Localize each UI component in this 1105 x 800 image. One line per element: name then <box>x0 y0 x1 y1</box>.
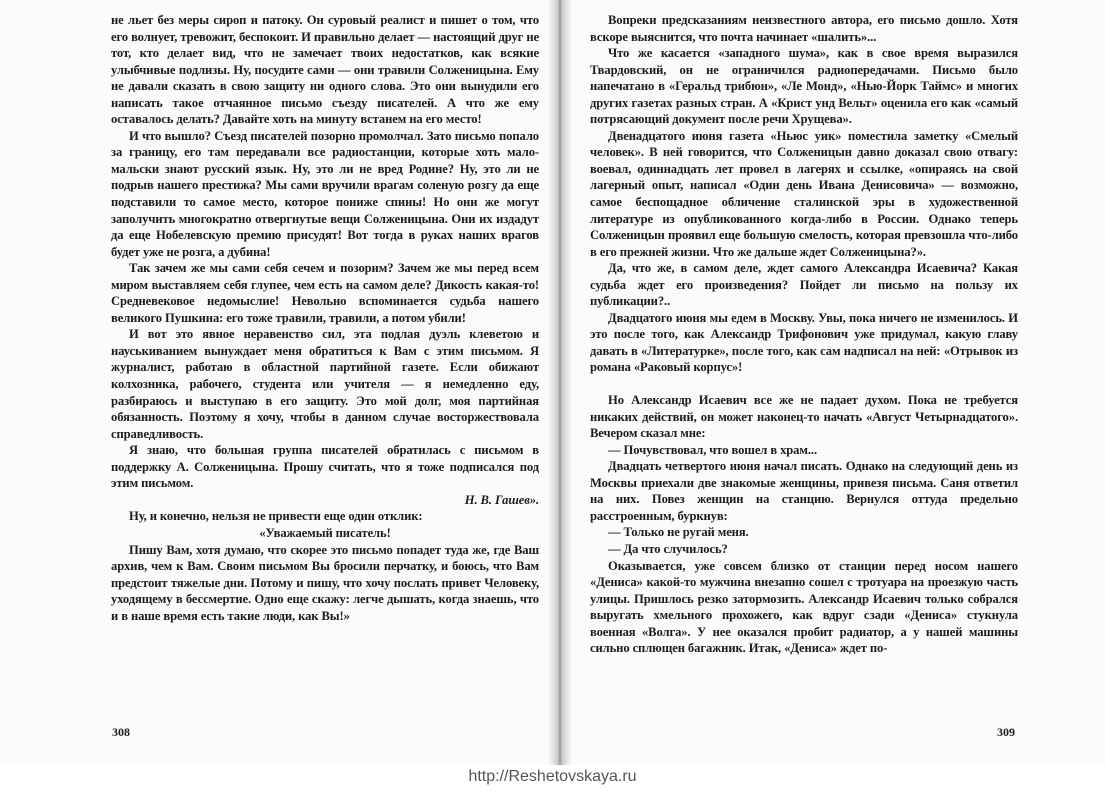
left-paragraph-6: Ну, и конечно, нельзя не привести еще один отклик: <box>129 509 423 524</box>
left-paragraph-2: И что вышло? Съезд писателей позорно промолчал. Зато письмо попало за границу, его там передавали все радиостанции, которые хоть мало-мальски знают русский язык. Ну, это ли не вред Родине? Ну, это ли не подрыв нашего престижа? Мы сами вручили врагам соленую розгу да еще подставили то самое место, которое пониже спины! Но они же могут заполучить многократно отвергнутые вещи Солженицына. Они их издадут да еще Нобелевскую премию присудят! Вот тогда в руках наших врагов будет уже не розга, а дубина! <box>111 128 539 259</box>
right-paragraph-9: — Только не ругай меня. <box>608 525 749 540</box>
left-paragraph-3: Так зачем же мы сами себя сечем и позорим? Зачем же мы перед всем миром выставляем себя глупее, чем есть на самом деле? Дикость какая-то! Средневековое недомыслие! Невольно вспоминается судьба нашего великого Пушкина: его тоже травили, травили, а потом убили! <box>111 261 539 325</box>
left-paragraph-5: Я знаю, что большая группа писателей обратилась с письмом в поддержку А. Солженицына. Прошу считать, что я тоже подписался под этим письмом. <box>111 443 539 491</box>
right-page <box>590 12 1018 657</box>
letter-salutation: «Уважаемый писатель! <box>259 525 391 540</box>
right-paragraph-5: Двадцатого июня мы едем в Москву. Увы, пока ничего не изменилось. И это после того, как Александр Трифонович уже придумал, какую главу давать в «Литературке», после того, как сам надписал на ней: «Отрывок из романа «Раковый корпус»! <box>590 310 1018 375</box>
right-paragraph-2: Что же касается «западного шума», как в свое время выразился Твардовский, он не ограничился радиопередачами. Письмо было напечатано в «Геральд трибюн», «Ле Монд», «Нью-Йорк Таймс» и многих других газетах разных стран. А «Крист унд Вельт» оценила его как «самый потрясающий документ после речи Хрущева». <box>590 46 1018 127</box>
right-paragraph-1: Вопреки предсказаниям неизвестного автора, его письмо дошло. Хотя вскоре выяснится, что почта начинает «шалить»... <box>590 13 1018 44</box>
right-paragraph-8: Двадцать четвертого июня начал писать. Однако на следующий день из Москвы приехали две знакомые женщины, привезя письма. Саня ответил на них. Повез женщин на станцию. Вернулся оттуда предельно расстроенным, буркнув: <box>590 459 1018 523</box>
left-paragraph-1: не льет без меры сироп и патоку. Он суровый реалист и пишет о том, что его волнует, тревожит, беспокоит. И правильно делает — настоящий друг не тот, кто делает вид, что не замечает твоих недостатков, как всякие улыбчивые подлизы. Ну, посудите сами — они травили Солженицына. Ему не давали сказать в свою защиту ни одного слова. Это они вынудили его написать такое отчаянное письмо съезду писателей. А что же ему оставалось делать? Давайте хоть на минуту встанем на его место! <box>111 13 539 127</box>
page-number-right: 309 <box>997 725 1015 739</box>
book-gutter <box>548 0 572 765</box>
page-number-left: 308 <box>112 725 130 739</box>
right-paragraph-6: Но Александр Исаевич все же не падает духом. Пока не требуется никаких действий, он может наконец-то начать «Август Четырнадцатого». Вечером сказал мне: <box>590 393 1018 441</box>
right-paragraph-4: Да, что же, в самом деле, ждет самого Александра Исаевича? Какая судьба ждет его произведения? Пойдет ли письмо на пользу их публикации?.. <box>590 261 1018 309</box>
left-paragraph-7: Пишу Вам, хотя думаю, что скорее это письмо попадет туда же, где Ваш архив, чем к Вам. Своим письмом Вы бросили перчатку, и боюсь, что Вам предстоит тяжелые дни. Потому и пишу, что хочу послать привет Человеку, уходящему в бессмертие. Одно еще скажу: легче дышать, когда знаешь, что и в наше время есть такие люди, как Вы!» <box>111 542 539 623</box>
right-paragraph-3: Двенадцатого июня газета «Ньюс уик» поместила заметку «Смелый человек». В ней говорится, что Солженицын давно доказал свою отвагу: воевал, одиннадцать лет провел в лагерях и ссылке, «опираясь на свой лагерный опыт, написал «Один день Ивана Денисовича» — возможно, самое беспощадное обличение сталинской эры в художественной литературе из опубликованного когда-либо в России. Однако теперь Солженицын проявил еще большую смелость, которая превзошла что-либо в его прежней жизни. Что же дальше ждет Солженицына?». <box>590 128 1018 259</box>
left-paragraph-4: И вот это явное неравенство сил, эта подлая дуэль клеветою и науськиванием вынуждает меня обратиться к Вам с этим письмом. Я журналист, работаю в областной партийной газете. Если обижают колхозника, рабочего, студента или учителя — я немедленно еду, разбираюсь и выступаю в его защиту. Это мой долг, моя партийная обязанность. Поэтому я хочу, чтобы в данном случае восторжествовала справедливость. <box>111 327 539 441</box>
letter-signature: Н. В. Гашев». <box>464 492 539 507</box>
left-page <box>111 12 539 624</box>
right-paragraph-10: — Да что случилось? <box>608 541 728 556</box>
right-paragraph-11: Оказывается, уже совсем близко от станции перед носом нашего «Дениса» какой-то мужчина внезапно сошел с тротуара на проезжую часть улицы. Пришлось резко затормозить. Александр Исаевич только собрался выругать хмельного прохожего, как вдруг сзади «Дениса» стукнула военная «Волга». У нее оказался пробит радиатор, а у нашей машины сильно сплющен багажник. Итак, «Дениса» ждет по- <box>590 558 1018 656</box>
right-paragraph-7: — Почувствовал, что вошел в храм... <box>608 442 817 457</box>
source-url: http://Reshetovskaya.ru <box>468 768 637 785</box>
